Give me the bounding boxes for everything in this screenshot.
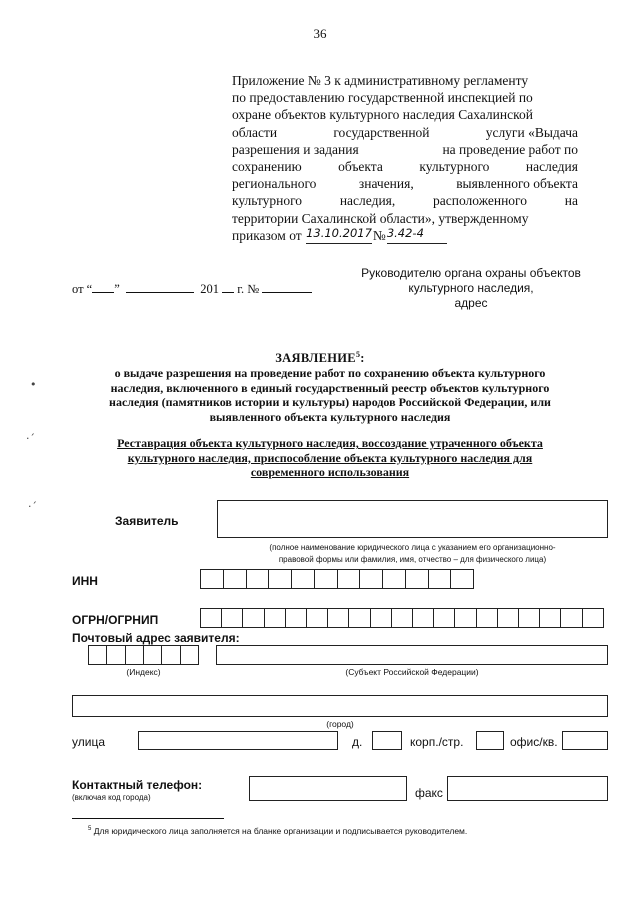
appendix-text: разрешения и задания: [232, 141, 359, 157]
title-suffix: :: [360, 351, 365, 366]
applicant-hint: правовой формы или фамилия, имя, отчество – для физического лица): [278, 555, 547, 564]
applicant-label: Заявитель: [115, 514, 179, 528]
postal-address-label: Почтовый адрес заявителя:: [72, 631, 240, 645]
fax-field[interactable]: [447, 776, 608, 801]
appendix-line: [232, 175, 578, 192]
footnote-mark: 5: [88, 826, 92, 833]
work-type-line: современного использования: [250, 465, 410, 479]
appendix-text: выявленного объекта: [456, 176, 578, 192]
title-text: ЗАЯВЛЕНИЕ: [275, 351, 356, 366]
phone-label: Контактный телефон:: [72, 778, 203, 792]
date-quote: ”: [114, 282, 120, 296]
inn-field[interactable]: [200, 569, 474, 589]
subject-line: наследия (памятников истории и культуры) народов Российской Федерации, или: [109, 395, 551, 409]
index-hint: (Индекс): [126, 667, 161, 677]
scan-mark: ·ˊ: [28, 500, 37, 513]
work-type-line: Реставрация объекта культурного наследия, воссоздание утраченного объекта: [117, 436, 543, 450]
appendix-text: сохранению: [232, 159, 302, 175]
date-prefix: от “: [72, 282, 93, 296]
appendix-text: на проведение работ по: [442, 141, 578, 157]
scan-mark: ·ˊ: [26, 432, 35, 445]
fax-label: факс: [415, 786, 443, 800]
year-field[interactable]: [222, 282, 234, 293]
ogrn-field[interactable]: [200, 608, 604, 628]
region-hint: (Субъект Российской Федерации): [345, 667, 479, 677]
office-field[interactable]: [562, 731, 608, 750]
footnote-separator: [72, 818, 224, 819]
appendix-text: услуги «Выдача: [485, 124, 578, 140]
recipient-line: Руководителю органа охраны объектов: [361, 266, 581, 280]
appendix-text: наследия,: [339, 193, 396, 209]
appendix-text: регионального: [232, 176, 317, 192]
applicant-name-field[interactable]: [217, 500, 608, 538]
appendix-text: охране объектов культурного наследия Сахалинской: [232, 107, 533, 123]
phone-hint: (включая код города): [72, 793, 151, 802]
order-number-label: №: [372, 227, 386, 243]
work-type-line: культурного наследия, приспособление объекта культурного наследия для: [127, 450, 533, 465]
appendix-text: области: [232, 124, 278, 140]
subject-line: о выдаче разрешения на проведение работ по сохранению объекта культурного: [114, 366, 546, 380]
appendix-text: по предоставлению государственной инспекцией по: [232, 90, 533, 106]
recipient-line: адрес: [454, 296, 488, 310]
appendix-line: [232, 124, 578, 141]
document-title: [0, 350, 640, 366]
appendix-line: [232, 106, 578, 123]
region-field[interactable]: [216, 645, 608, 665]
appendix-text: расположенного: [433, 193, 528, 209]
work-type: [70, 436, 590, 480]
handwritten-order-number: 3.42-4: [387, 227, 447, 244]
ogrn-label: ОГРН/ОГРНИП: [72, 613, 159, 627]
order-prefix: приказом от: [232, 227, 302, 243]
appendix-line: [232, 192, 578, 209]
appendix-header: [232, 72, 578, 244]
house-field[interactable]: [372, 731, 402, 750]
month-field[interactable]: [126, 282, 194, 293]
recipient-block: [360, 266, 582, 311]
page-number: 36: [313, 26, 327, 41]
appendix-text: Приложение № 3 к административному регламенту: [232, 73, 529, 88]
appendix-line: [232, 72, 578, 89]
appendix-text: территории Сахалинской области», утвержденному: [232, 210, 529, 226]
appendix-line: [232, 158, 578, 175]
inn-label: ИНН: [72, 574, 98, 588]
appendix-text: культурного: [419, 159, 490, 175]
appendix-text: государственной: [333, 124, 430, 140]
office-label: офис/кв.: [510, 735, 558, 749]
building-field[interactable]: [476, 731, 504, 750]
date-number-line: [72, 282, 312, 297]
subject-line: наследия, включенного в единый государственный реестр объектов культурного: [110, 380, 550, 395]
house-label: д.: [352, 735, 363, 749]
appendix-text: культурного: [232, 193, 303, 209]
phone-field[interactable]: [249, 776, 407, 801]
city-field[interactable]: [72, 695, 608, 717]
street-label: улица: [72, 735, 105, 749]
footnote: [88, 826, 467, 836]
appendix-text: объекта: [338, 159, 383, 175]
number-field[interactable]: [262, 282, 312, 293]
handwritten-order-date: 13.10.2017: [306, 227, 372, 244]
number-label: г. №: [237, 282, 260, 296]
appendix-line: [232, 89, 578, 106]
applicant-hint: (полное наименование юридического лица с указанием его организационно-: [269, 543, 556, 552]
scan-mark: •: [30, 378, 37, 391]
appendix-text: на: [564, 193, 578, 209]
building-label: корп./стр.: [410, 735, 464, 749]
appendix-line: [232, 210, 578, 227]
day-field[interactable]: [92, 282, 114, 293]
footnote-text: Для юридического лица заполняется на бланке организации и подписывается руководителем.: [93, 826, 468, 836]
title-footnote-mark: 5: [355, 350, 361, 359]
year-prefix: 201: [200, 282, 220, 296]
recipient-line: культурного наследия,: [408, 281, 534, 295]
appendix-line: [232, 141, 578, 158]
city-hint: (город): [326, 719, 354, 729]
application-subject: [70, 366, 590, 424]
postal-index-field[interactable]: [88, 645, 199, 665]
appendix-line: [232, 227, 578, 244]
subject-line: выявленного объекта культурного наследия: [209, 409, 451, 424]
street-field[interactable]: [138, 731, 338, 750]
appendix-text: значения,: [358, 176, 414, 192]
appendix-text: наследия: [525, 159, 578, 175]
